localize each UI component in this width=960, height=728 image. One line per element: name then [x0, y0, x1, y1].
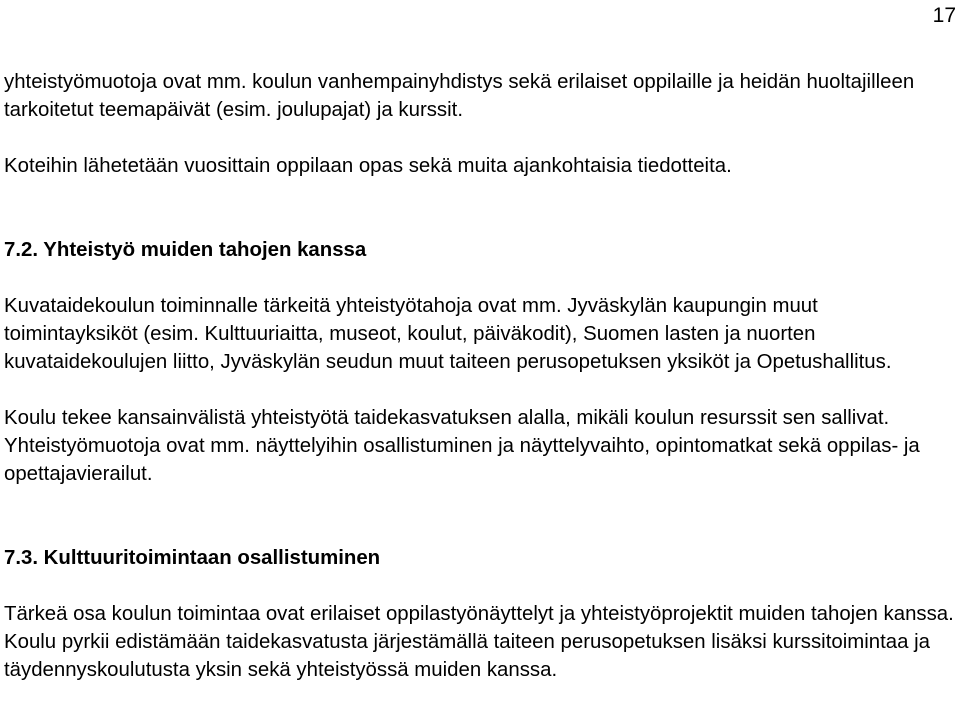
paragraph-cooperation-forms: yhteistyömuotoja ovat mm. koulun vanhempainyhdistys sekä erilaiset oppilaille ja heidän huoltajilleen tarkoitetut teemapäivät (esim. joulupajat) ja kurssit. [4, 71, 915, 121]
paragraph-international: Koulu tekee kansainvälistä yhteistyötä taidekasvatuksen alalla, mikäli koulun resurssit sen sallivat. Yhteistyömuotoja ovat mm. näyttelyihin osallistuminen ja näyttelyvaihto, opintomatkat sekä oppilas- ja opettajavierailut. [4, 407, 920, 485]
section-heading-7-3: 7.3. Kulttuuritoimintaan osallistuminen [4, 547, 381, 569]
page-number: 17 [932, 4, 956, 27]
paragraph-home-communication: Koteihin lähetetään vuosittain oppilaan opas sekä muita ajankohtaisia tiedotteita. [4, 155, 732, 177]
paragraph-partners: Kuvataidekoulun toiminnalle tärkeitä yhteistyötahoja ovat mm. Jyväskylän kaupungin muut toimintayksiköt (esim. Kulttuuriaitta, museot, koulut, päiväkodit), Suomen lasten ja nuorten kuvataidekoulujen liitto, Jyväskylän seudun muut taiteen perusopetuksen yksiköt ja Opetushallitus. [4, 295, 892, 373]
paragraph-exhibitions: Tärkeä osa koulun toimintaa ovat erilaiset oppilastyönäyttelyt ja yhteistyöprojektit muiden tahojen kanssa. Koulu pyrkii edistämään taidekasvatusta järjestämällä taiteen perusopetuksen lisäksi kurssitoimintaa ja täydennyskoulutusta yksin sekä yhteistyössä muiden kanssa. [4, 603, 954, 681]
section-heading-7-2: 7.2. Yhteistyö muiden tahojen kanssa [4, 239, 367, 261]
document-body [4, 68, 956, 684]
